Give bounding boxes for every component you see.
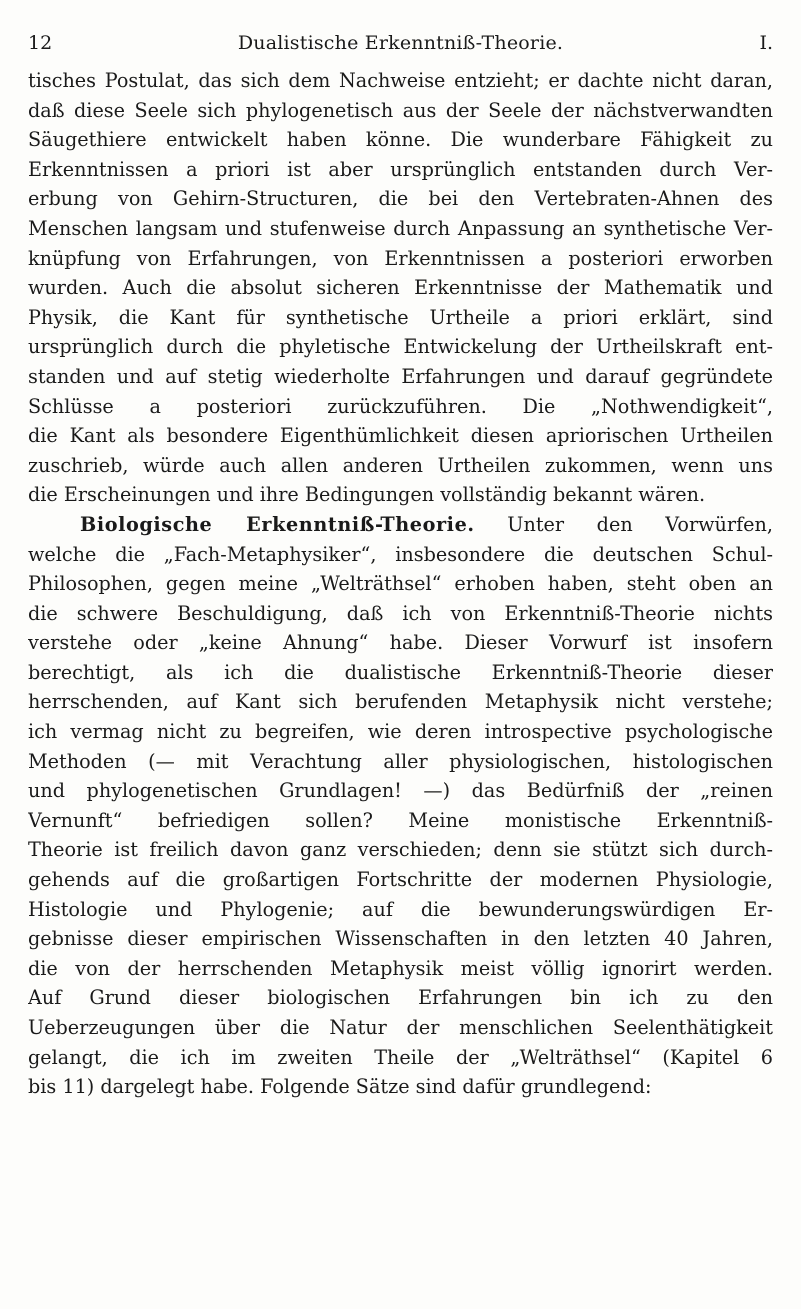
- text-line: Ueberzeugungen über die Natur der menschlichen Seelenthätigkeit: [28, 1016, 773, 1039]
- text-line: gelangt, die ich im zweiten Theile der „Welträthsel“ (Kapitel 6: [28, 1045, 773, 1069]
- text-line: die Kant als besondere Eigenthümlichkeit diesen apriorischen Urtheilen: [28, 424, 773, 448]
- text-line: wurden. Auch die absolut sicheren Erkenntnisse der Mathematik und: [28, 276, 773, 300]
- text-line: Physik, die Kant für synthetische Urtheile a priori erklärt, sind: [28, 305, 773, 329]
- text-line: tisches Postulat, das sich dem Nachweise entzieht; er dachte nicht daran,: [28, 69, 773, 92]
- section-heading: Biologische Erkenntniß-Theorie.: [80, 512, 475, 536]
- text-line: Theorie ist freilich davon ganz verschieden; denn sie stützt sich durch-: [28, 838, 773, 862]
- text-line: berechtigt, als ich die dualistische Erkenntniß-Theorie dieser: [28, 660, 773, 684]
- text-line: Säugethiere entwickelt haben könne. Die wunderbare Fähigkeit zu: [28, 128, 773, 152]
- text-line: ich vermag nicht zu begreifen, wie deren introspective psychologische: [28, 720, 773, 744]
- chapter-number: I.: [759, 32, 773, 54]
- text-line: Methoden (— mit Verachtung aller physiologischen, histologischen: [28, 749, 773, 773]
- text-line: Vernunft“ befriedigen sollen? Meine monistische Erkenntniß-: [28, 808, 773, 832]
- text-line: welche die „Fach-Metaphysiker“, insbesondere die deutschen Schul-: [28, 542, 773, 566]
- text-line: zuschrieb, würde auch allen anderen Urtheilen zukommen, wenn uns: [28, 453, 773, 477]
- section-first-line: [28, 510, 773, 540]
- text-line: gehends auf die großartigen Fortschritte der modernen Physiologie,: [28, 868, 773, 892]
- text-line: die Erscheinungen und ihre Bedingungen vollständig bekannt wären.: [28, 483, 706, 507]
- text-line: die von der herrschenden Metaphysik meist völlig ignorirt werden.: [28, 956, 773, 980]
- text-line: bis 11) dargelegt habe. Folgende Sätze sind dafür grundlegend:: [28, 1075, 652, 1099]
- text-line: Auf Grund dieser biologischen Erfahrungen bin ich zu den: [28, 986, 773, 1010]
- text-line: standen und auf stetig wiederholte Erfahrungen und darauf gegründete: [28, 364, 773, 388]
- text-line: Philosophen, gegen meine „Welträthsel“ erhoben haben, steht oben an: [28, 572, 773, 596]
- text-line: Menschen langsam und stufenweise durch Anpassung an synthetische Ver-: [28, 216, 773, 240]
- page-number: 12: [28, 32, 53, 54]
- section-first-line-text: Unter den Vorwürfen,: [507, 512, 773, 536]
- body-text: [28, 66, 773, 1102]
- text-line: Histologie und Phylogenie; auf die bewunderungswürdigen Er-: [28, 897, 773, 921]
- page-header: [28, 32, 773, 62]
- text-line: Erkenntnissen a priori ist aber ursprünglich entstanden durch Ver-: [28, 157, 773, 181]
- running-title: Dualistische Erkenntniß-Theorie.: [237, 32, 564, 54]
- text-line: die schwere Beschuldigung, daß ich von Erkenntniß-Theorie nichts: [28, 601, 773, 625]
- text-line: und phylogenetischen Grundlagen! —) das Bedürfniß der „reinen: [28, 779, 773, 803]
- text-line: gebnisse dieser empirischen Wissenschaften in den letzten 40 Jahren,: [28, 927, 773, 951]
- text-line: herrschenden, auf Kant sich berufenden Metaphysik nicht verstehe;: [28, 690, 773, 714]
- text-line: erbung von Gehirn-Structuren, die bei den Vertebraten-Ahnen des: [28, 187, 773, 211]
- text-line: knüpfung von Erfahrungen, von Erkenntnissen a posteriori erworben: [28, 246, 773, 270]
- text-line: daß diese Seele sich phylogenetisch aus der Seele der nächstverwandten: [28, 98, 773, 122]
- text-line: verstehe oder „keine Ahnung“ habe. Dieser Vorwurf ist insofern: [28, 631, 773, 655]
- text-line: ursprünglich durch die phyletische Entwickelung der Urtheilskraft ent-: [28, 335, 773, 359]
- text-line: Schlüsse a posteriori zurückzuführen. Die „Nothwendigkeit“,: [28, 394, 773, 418]
